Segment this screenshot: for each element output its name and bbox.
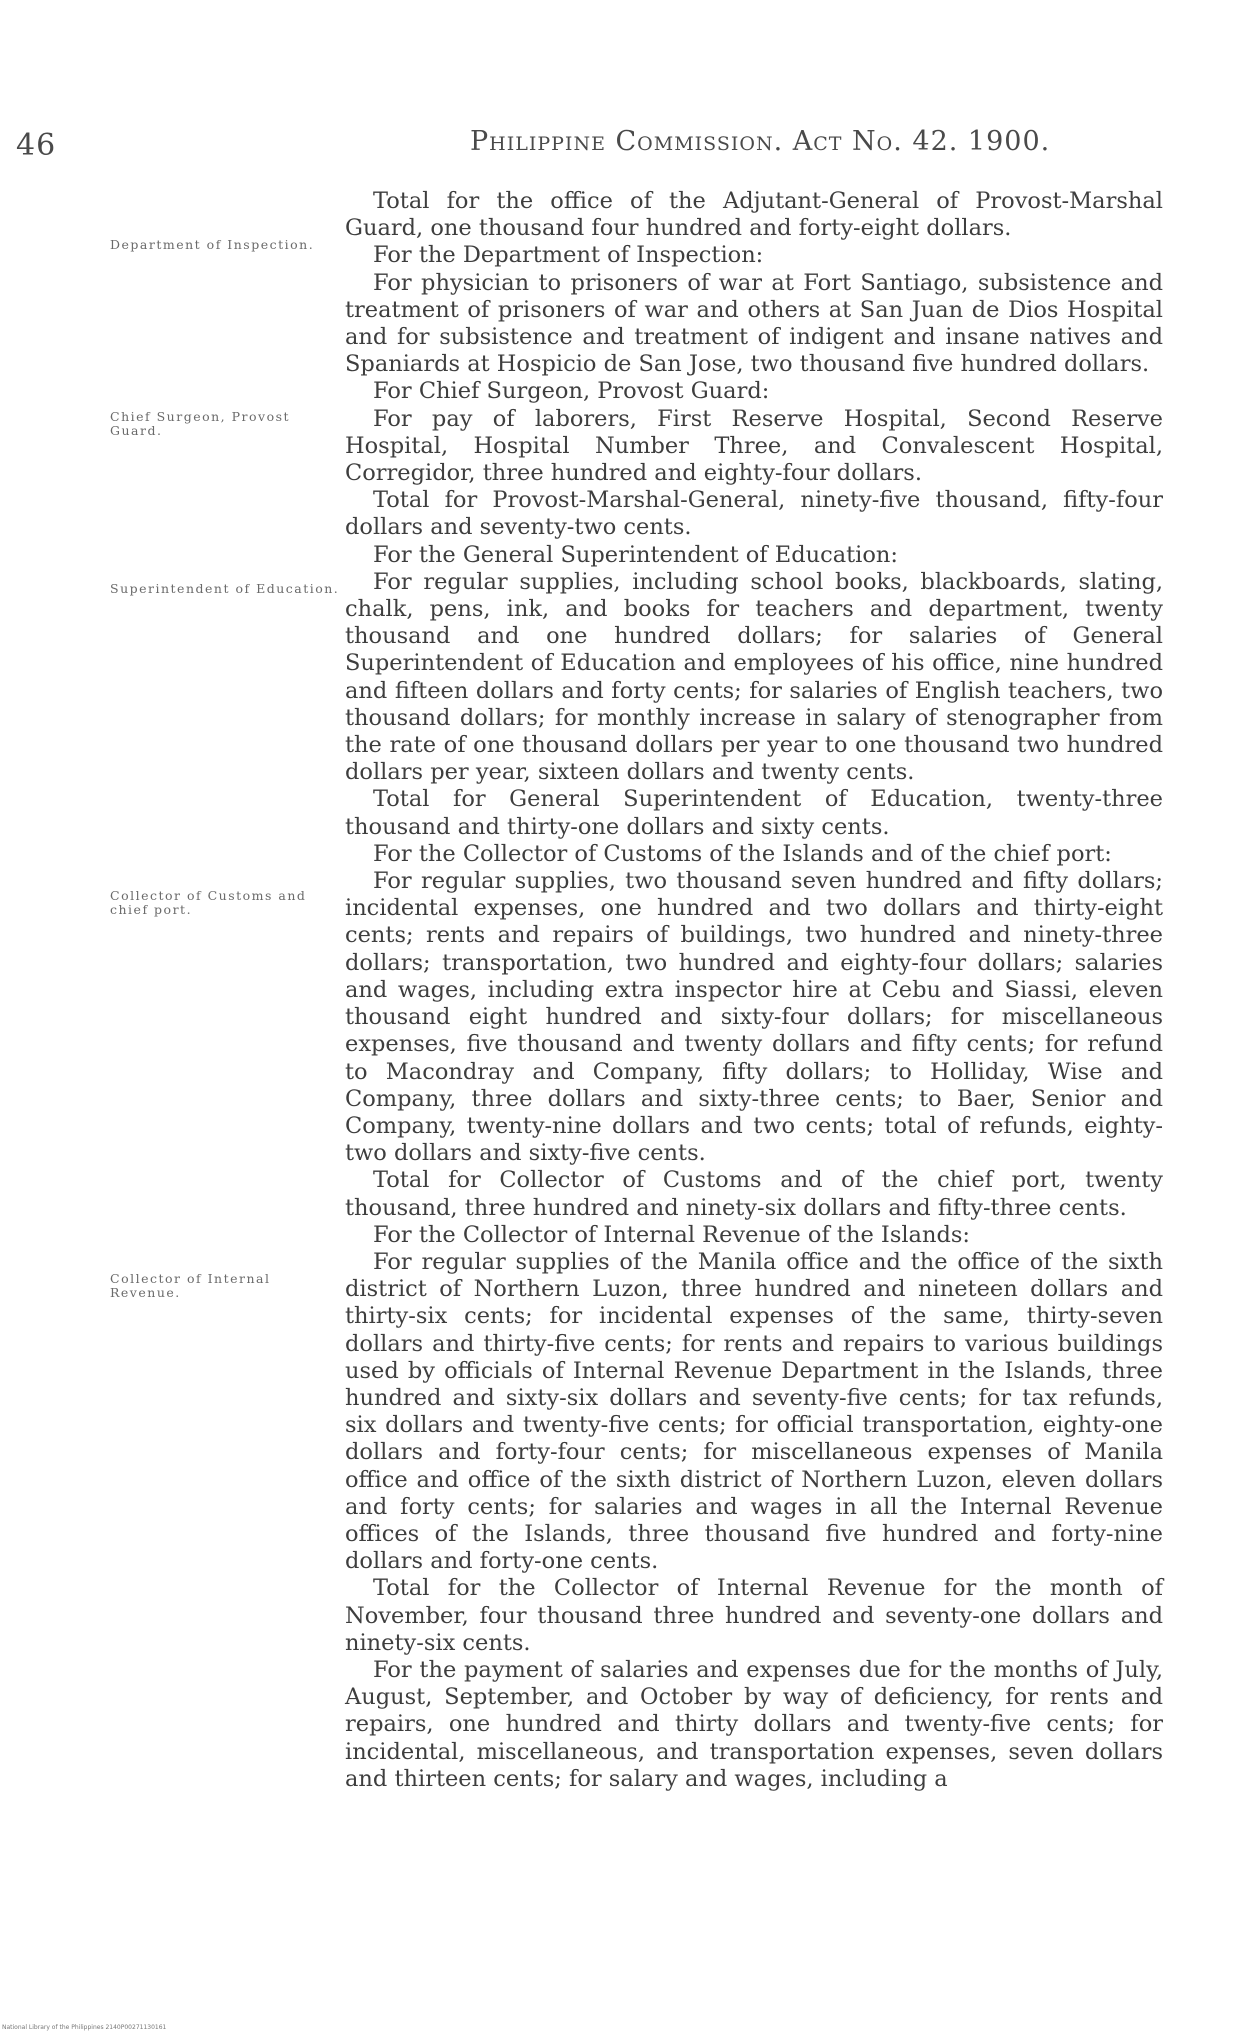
margin-note-superintendent-of-education: Superintendent of Education. [110,581,340,596]
margin-note-collector-of-internal-revenue: Collector of Internal Revenue. [110,1271,271,1300]
paragraph: For regular supplies, including school books, blackboards, slating, chalk, pens, ink, and books for teachers and department, twenty thousand and one hundred dollars; for salaries of General Superintendent of Education and employees of his office, nine hundred and fifteen dollars and forty cents; for salaries of English teachers, two thousand dollars; for monthly increase in salary of stenographer from the rate of one thousand dollars per year to one thousand two hundred dollars per year, sixteen dollars and twenty cents. [345,568,1163,786]
running-head: Philippine Commission. Act No. 42. 1900. [470,126,1051,157]
paragraph: Total for the office of the Adjutant-General of Provost-Marshal Guard, one thousand four hundred and forty-eight dollars. [345,188,1163,242]
paragraph: Total for General Superintendent of Education, twenty-three thousand and thirty-one dollars and sixty cents. [345,786,1163,840]
paragraph: Total for Provost-Marshal-General, ninety-five thousand, fifty-four dollars and seventy-two cents. [345,487,1163,541]
paragraph: For the Collector of Internal Revenue of the Islands: [373,1221,970,1248]
paragraph: For physician to prisoners of war at Fort Santiago, subsistence and treatment of prisoners of war and others at San Juan de Dios Hospital and for subsistence and treatment of indigent and insane natives and Spaniards at Hospicio de San Jose, two thousand five hundred dollars. [345,269,1163,378]
margin-note-collector-of-customs: Collector of Customs and chief port. [110,888,307,917]
paragraph: For pay of laborers, First Reserve Hospital, Second Reserve Hospital, Hospital Number Three, and Convalescent Hospital, Corregidor, three hundred and eighty-four dollars. [345,405,1163,487]
page-number: 46 [16,128,57,163]
paragraph: For the payment of salaries and expenses due for the months of July, August, September, and October by way of deficiency, for rents and repairs, one hundred and thirty dollars and twenty-five cents; for incidental, miscellaneous, and transportation expenses, seven dollars and thirteen cents; for salary and wages, including a [345,1656,1163,1792]
paragraph: For Chief Surgeon, Provost Guard: [373,378,770,405]
body-text [345,188,1163,1793]
margin-note-chief-surgeon: Chief Surgeon, Provost Guard. [110,409,291,438]
paragraph: For regular supplies of the Manila office and the office of the sixth district of Northern Luzon, three hundred and nineteen dollars and thirty-six cents; for incidental expenses of the same, thirty-seven dollars and thirty-five cents; for rents and repairs to various buildings used by officials of Internal Revenue Department in the Islands, three hundred and sixty-six dollars and seventy-five cents; for tax refunds, six dollars and twenty-five cents; for official transportation, eighty-one dollars and forty-four cents; for miscellaneous expenses of Manila office and office of the sixth district of Northern Luzon, eleven dollars and forty cents; for salaries and wages in all the Internal Revenue offices of the Islands, three thousand five hundred and forty-nine dollars and forty-one cents. [345,1248,1163,1575]
paragraph: For the General Superintendent of Education: [373,541,898,568]
footer-note: National Library of the Philippines 2140P00271130161 [2,2024,167,2031]
paragraph: For regular supplies, two thousand seven hundred and fifty dollars; incidental expenses, one hundred and two dollars and thirty-eight cents; rents and repairs of buildings, two hundred and ninety-three dollars; transportation, two hundred and eighty-four dollars; salaries and wages, including extra inspector hire at Cebu and Siassi, eleven thousand eight hundred and sixty-four dollars; for miscellaneous expenses, five thousand and twenty dollars and fifty cents; for refund to Macondray and Company, fifty dollars; to Holliday, Wise and Company, three dollars and sixty-three cents; to Baer, Senior and Company, twenty-nine dollars and two cents; total of refunds, eighty-two dollars and sixty-five cents. [345,868,1163,1167]
paragraph: Total for Collector of Customs and of the chief port, twenty thousand, three hundred and ninety-six dollars and fifty-three cents. [345,1167,1163,1221]
margin-note-department-of-inspection: Department of Inspection. [110,237,315,252]
paragraph: Total for the Collector of Internal Revenue for the month of November, four thousand three hundred and seventy-one dollars and ninety-six cents. [345,1575,1163,1656]
paragraph: For the Department of Inspection: [373,242,764,269]
paragraph: For the Collector of Customs of the Islands and of the chief port: [373,840,1112,867]
